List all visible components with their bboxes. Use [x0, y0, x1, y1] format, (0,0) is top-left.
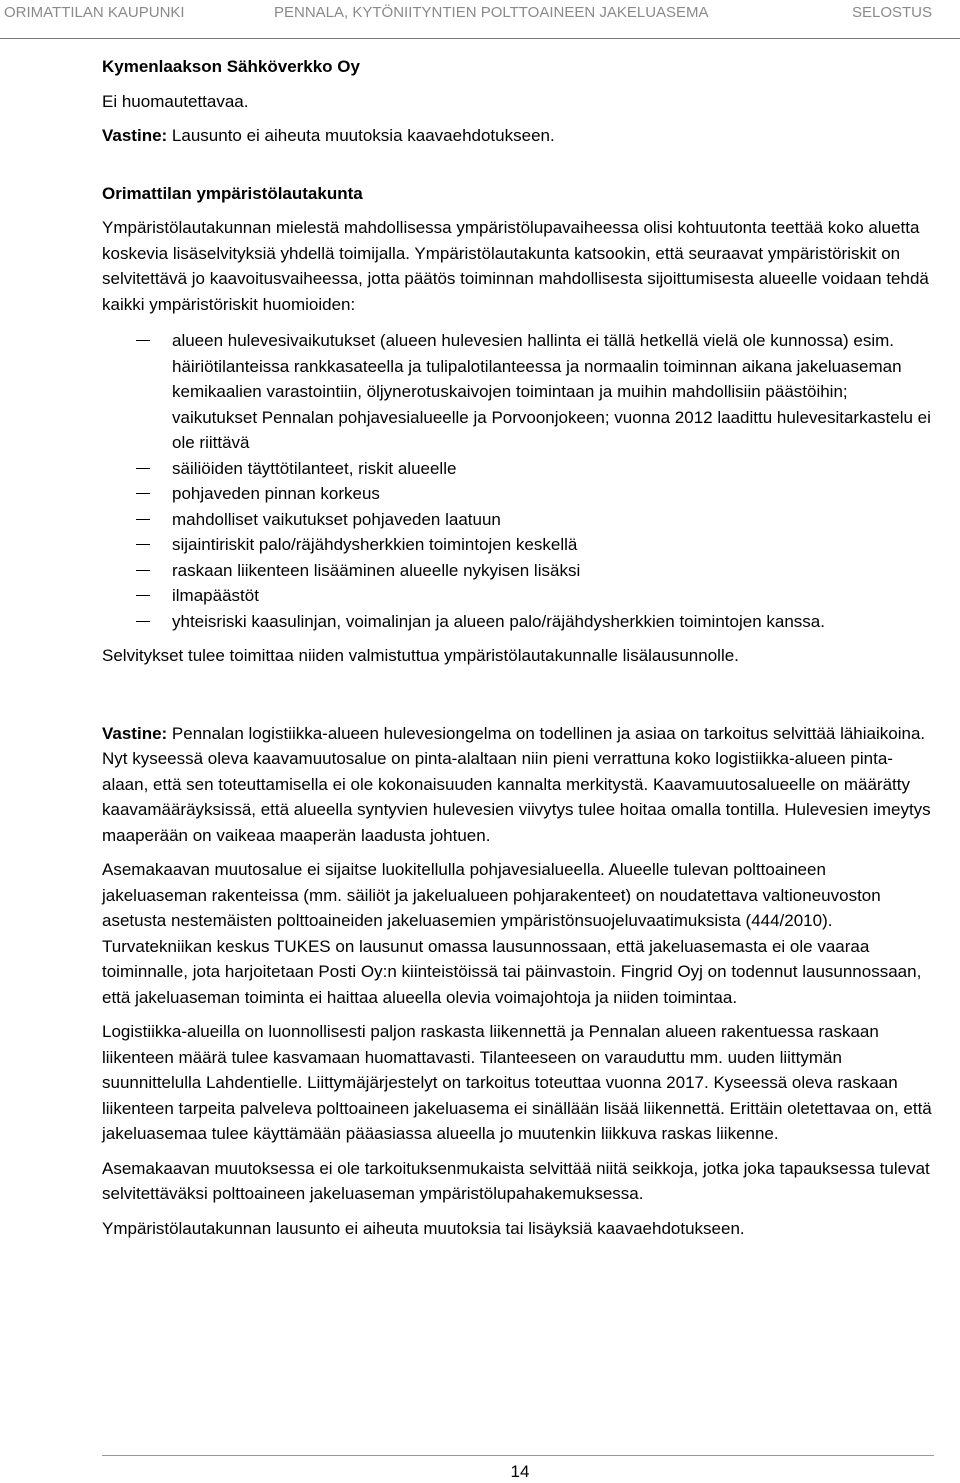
page-number: 14 — [510, 1462, 530, 1481]
section-heading-ymparistolautakunta: Orimattilan ympäristölautakunta — [102, 183, 363, 203]
statement-text: Ei huomautettavaa. — [102, 91, 249, 111]
list-item: ilmapäästöt — [102, 583, 934, 609]
vastine-paragraph-5: Ympäristölautakunnan lausunto ei aiheuta muutoksia tai lisäyksiä kaavaehdotukseen. — [102, 1218, 745, 1238]
list-item: yhteisriski kaasulinjan, voimalinjan ja alueen palo/räjähdysherkkien toimintojen kanssa. — [102, 609, 934, 635]
statement-closing: Selvitykset tulee toimittaa niiden valmistuttua ympäristölautakunnalle lisälausunnolle. — [102, 646, 739, 665]
vastine-paragraph-2: Asemakaavan muutosalue ei sijaitse luokitellulla pohjavesialueella. Alueelle tulevan polttoaineen jakeluaseman rakenteissa (mm. säiliöt ja jakelualueen pohjarakenteet) on noudatettava valtioneuvoston asetusta nestemäisten polttoaineiden jakeluasemien ympäristönsuojeluvaatimuksista (444/2010). Turvatekniikan keskus TUKES on lausunut omassa lausunnossaan, että jakeluasemasta ei ole vaaraa toiminnalle, jota harjoitetaan Posti Oy:n kiinteistöissä tai päinvastoin. Fingrid Oyj on todennut lausunnossaan, että jakeluaseman toiminta ei haittaa alueella olevia voimajohtoja ja niiden toimintaa. — [102, 860, 922, 1007]
header-section: SELOSTUS — [851, 4, 932, 21]
page-header — [0, 0, 960, 30]
vastine-label: Vastine: — [102, 723, 168, 743]
header-document-title: PENNALA, KYTÖNIITYNTIEN POLTTOAINEEN JAKELUASEMA — [274, 4, 709, 21]
list-item: raskaan liikenteen lisääminen alueelle nykyisen lisäksi — [102, 558, 934, 584]
list-item: mahdolliset vaikutukset pohjaveden laatuun — [102, 507, 934, 533]
vastine-text: Pennalan logistiikka-alueen hulevesiongelma on todellinen ja asiaa on tarkoitus selvittää lähiaikoina. Nyt kyseessä oleva kaavamuutosalue on pinta-alaltaan niin pieni verrattuna koko logistiikka-alueen pinta-alaan, että sen toteuttamisella ei ole kokonaisuuden kannalta merkitystä. Kaavamuutosalueelle on määrätty kaavamääräyksissä, että alueella syntyvien hulevesien viivytys tulee hoitaa omalla tontilla. Hulevesien imeytys maaperään on vaikeaa maaperän laadusta johtuen. — [102, 723, 931, 845]
vastine-label: Vastine: — [102, 126, 168, 145]
header-organization: ORIMATTILAN KAUPUNKI — [4, 4, 185, 21]
list-item: säiliöiden täyttötilanteet, riskit alueelle — [102, 456, 934, 482]
list-item: pohjaveden pinnan korkeus — [102, 481, 934, 507]
document-body — [102, 54, 934, 1241]
statement-intro: Ympäristölautakunnan mielestä mahdollisessa ympäristölupavaiheessa olisi kohtuutonta teettää koko aluetta koskevia lisäselvityksiä yhdellä toimijalla. Ympäristölautakunta katsookin, että seuraavat ympäristöriskit on selvitettävä jo kaavoitusvaiheessa, jotta päätös toiminnan mahdollisesta sijoittumisesta alueelle voidaan tehdä kaikki ympäristöriskit huomioiden: — [102, 218, 929, 314]
footer-divider — [102, 1455, 934, 1456]
risk-list — [102, 328, 934, 634]
vastine-paragraph-4: Asemakaavan muutoksessa ei ole tarkoituksenmukaista selvittää niitä seikkoja, jotka joka tapauksessa tulevat selvitettäväksi polttoaineen jakeluaseman ympäristölupahakemuksessa. — [102, 1158, 930, 1203]
vastine-paragraph — [102, 123, 934, 149]
vastine-paragraph-3: Logistiikka-alueilla on luonnollisesti paljon raskasta liikennettä ja Pennalan alueen rakentuessa raskaan liikenteen määrä tulee kasvamaan huomattavasti. Tilanteeseen on varauduttu mm. uuden liittymän suunnittelulla Lahdentielle. Liittymäjärjestelyt on tarkoitus toteuttaa vuonna 2017. Kyseessä oleva raskaan liikenteen tarpeita palveleva polttoaineen jakeluasema ei sinällään lisää liikennettä. Erittäin oletettavaa on, että jakeluasemaa tulee käyttämään pääasiassa alueella jo muutenkin liikkuva raskas liikenne. — [102, 1022, 932, 1143]
list-item: sijaintiriskit palo/räjähdysherkkien toimintojen keskellä — [102, 532, 934, 558]
section-heading-kymenlaakson: Kymenlaakson Sähköverkko Oy — [102, 57, 360, 76]
list-item: alueen hulevesivaikutukset (alueen hulevesien hallinta ei tällä hetkellä vielä ole kunnossa) esim. häiriötilanteissa rankkasateella ja tulipalotilanteessa ja normaalin toiminnan aikana jakeluaseman kemikaalien varastointiin, öljynerotuskaivojen toimintaan ja muihin mahdollisiin päästöihin; vaikutukset Pennalan pohjavesialueelle ja Porvoonjokeen; vuonna 2012 laadittu hulevesitarkastelu ei ole riittävä — [102, 328, 934, 456]
vastine-paragraph-1 — [102, 721, 934, 849]
header-divider — [0, 38, 960, 39]
vastine-text: Lausunto ei aiheuta muutoksia kaavaehdotukseen. — [167, 126, 555, 145]
